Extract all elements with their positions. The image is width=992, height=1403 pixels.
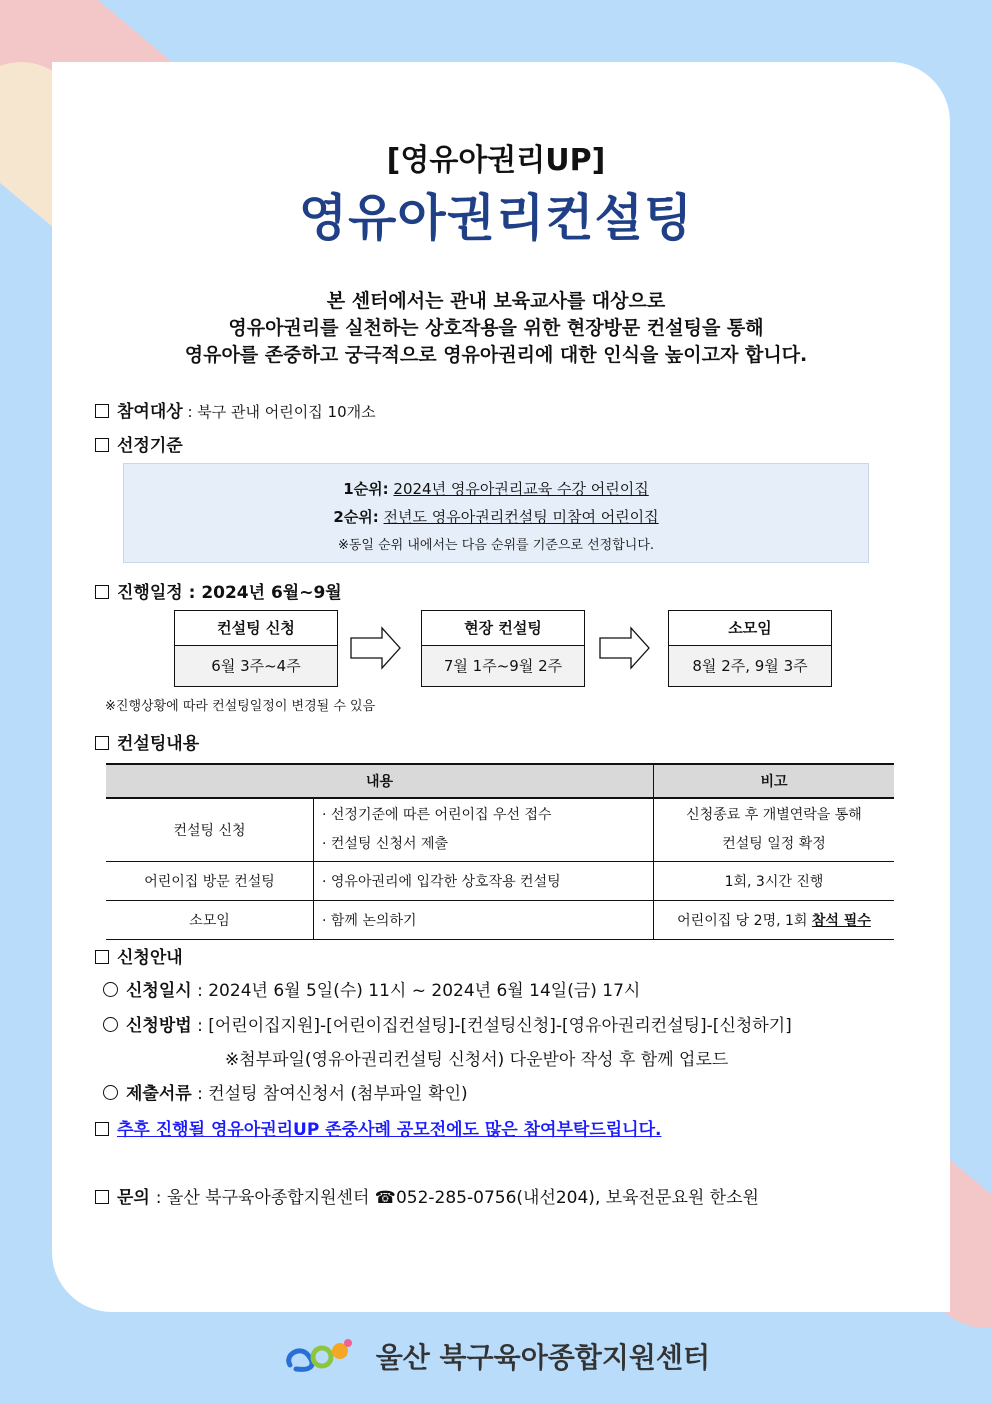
step-title: 소모임 (669, 611, 831, 646)
contact-section (95, 1183, 759, 1208)
footer (0, 1335, 992, 1376)
criteria-note: ※동일 순위 내에서는 다음 순위를 기준으로 선정합니다. (337, 538, 655, 553)
schedule-section (95, 578, 342, 603)
checkbox-square-icon (95, 585, 109, 599)
circle-bullet-icon (103, 1017, 118, 1032)
schedule-step (174, 610, 338, 687)
schedule-step (421, 610, 585, 687)
step-date: 8월 2주, 9월 3주 (669, 646, 831, 686)
participants-section (95, 397, 376, 422)
application-docs: 제출서류 : 컨설팅 참여신청서 (첨부파일 확인) (103, 1079, 468, 1104)
step-title: 컨설팅 신청 (175, 611, 337, 646)
checkbox-square-icon (95, 438, 109, 452)
schedule-step (668, 610, 832, 687)
criteria-box (123, 463, 869, 563)
header-content: 내용 (106, 764, 654, 798)
participants-value: 북구 관내 어린이집 10개소 (197, 403, 376, 421)
table-row (106, 862, 894, 901)
row-items: · 영유아권리에 입각한 상호작용 컨설팅 (314, 862, 654, 901)
circle-bullet-icon (103, 982, 118, 997)
row-remark: 신청종료 후 개별연락을 통해 컨설팅 일정 확정 (654, 798, 895, 862)
content-section (95, 729, 199, 754)
row-name: 소모임 (106, 901, 314, 940)
application-label: 신청안내 (117, 948, 183, 968)
criteria-priority-2: 2순위: 전년도 영유아권리컨설팅 미참여 어린이집 (333, 508, 659, 526)
notice-link[interactable]: 추후 진행될 영유아권리UP 존중사례 공모전에도 많은 참여부탁드립니다. (117, 1120, 662, 1140)
application-method-note: ※첨부파일(영유아권리컨설팅 신청서) 다운받아 작성 후 함께 업로드 (225, 1050, 729, 1070)
checkbox-square-icon (95, 404, 109, 418)
schedule-note: ※진행상황에 따라 컨설팅일정이 변경될 수 있음 (105, 699, 376, 714)
participants-sep: : (182, 403, 198, 421)
content-table (106, 763, 894, 940)
page-subtitle: [영유아권리UP] (386, 143, 606, 178)
table-row (106, 798, 894, 862)
step-date: 7월 1주~9월 2주 (422, 646, 584, 686)
schedule-label: 진행일정 : 2024년 6월~9월 (117, 583, 342, 603)
intro-line: 영유아권리를 실천하는 상호작용을 위한 현장방문 컨설팅을 통해 (228, 317, 764, 339)
row-name: 어린이집 방문 컨설팅 (106, 862, 314, 901)
application-method: 신청방법 : [어린이집지원]-[어린이집컨설팅]-[컨설팅신청]-[영유아권리컨설팅]-[신청하기] (103, 1011, 792, 1036)
circle-bullet-icon (103, 1085, 118, 1100)
intro-line: 영유아를 존중하고 궁극적으로 영유아권리에 대한 인식을 높이고자 합니다. (184, 344, 808, 366)
step-date: 6월 3주~4주 (175, 646, 337, 686)
contact-label: 문의 (117, 1188, 150, 1208)
row-items: · 함께 논의하기 (314, 901, 654, 940)
checkbox-square-icon (95, 1190, 109, 1204)
row-items: · 선정기준에 따른 어린이집 우선 접수 · 컨설팅 신청서 제출 (314, 798, 654, 862)
table-header-row (106, 764, 894, 798)
criteria-priority-1: 1순위: 2024년 영유아권리교육 수강 어린이집 (343, 480, 649, 498)
page-title: 영유아권리컨설팅 (298, 189, 694, 247)
arrow-right-icon (599, 626, 651, 670)
row-remark: 어린이집 당 2명, 1회 참석 필수 (654, 901, 895, 940)
intro-text (0, 288, 992, 369)
criteria-label: 선정기준 (117, 436, 183, 456)
notice-section (95, 1115, 661, 1140)
intro-line: 본 센터에서는 관내 보육교사를 대상으로 (326, 290, 666, 312)
criteria-section (95, 431, 183, 456)
arrow-right-icon (350, 626, 402, 670)
content-label: 컨설팅내용 (117, 734, 200, 754)
center-logo-icon (282, 1335, 358, 1375)
checkbox-square-icon (95, 1122, 109, 1136)
header-remark: 비고 (654, 764, 895, 798)
table-row (106, 901, 894, 940)
application-section (95, 943, 183, 968)
row-remark: 1회, 3시간 진행 (654, 862, 895, 901)
application-period: 신청일시 : 2024년 6월 5일(수) 11시 ~ 2024년 6월 14일(금) 17시 (103, 976, 640, 1001)
checkbox-square-icon (95, 736, 109, 750)
row-name: 컨설팅 신청 (106, 798, 314, 862)
checkbox-square-icon (95, 950, 109, 964)
participants-label: 참여대상 (117, 402, 183, 422)
footer-org: 울산 북구육아종합지원센터 (375, 1341, 711, 1374)
contact-value: : 울산 북구육아종합지원센터 ☎052-285-0756(내선204), 보육전문요원 한소원 (155, 1188, 759, 1208)
step-title: 현장 컨설팅 (422, 611, 584, 646)
